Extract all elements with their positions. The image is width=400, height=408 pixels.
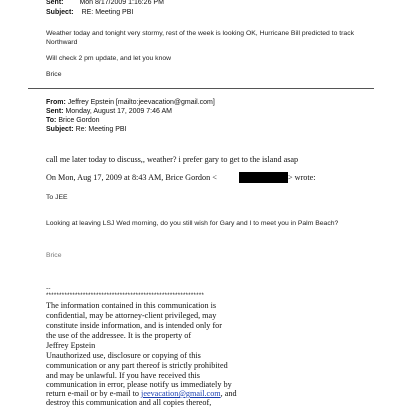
fwd-subject-label: Subject: bbox=[46, 126, 74, 133]
disclaimer-line-9: communication in error, please notify us immediately by bbox=[46, 380, 232, 389]
fwd-subject-row bbox=[46, 125, 127, 134]
disclaimer-line-11: destroy this communication and all copies thereof, bbox=[46, 398, 212, 407]
disclaimer-line-4: the use of the addressee. It is the property of bbox=[46, 331, 192, 340]
sent-label: Sent: bbox=[46, 0, 64, 6]
redaction-bar bbox=[239, 172, 288, 183]
fwd-sent-row bbox=[46, 107, 172, 116]
sent-value: Mon 8/17/2009 1:16:26 PM bbox=[79, 0, 164, 6]
email-link[interactable]: jeevacation@gmail.com bbox=[141, 389, 221, 398]
footer-dashes: -- bbox=[46, 285, 51, 292]
fwd-to-row bbox=[46, 116, 100, 125]
footer-stars: ************************************************************ bbox=[46, 293, 205, 299]
to-label: To: bbox=[46, 117, 57, 124]
top-subject-row bbox=[46, 8, 133, 17]
top-body-line3: Will check 2 pm update, and let you know bbox=[46, 55, 172, 62]
disclaimer-line-10-prefix: return e-mail or by e-mail to bbox=[46, 389, 142, 398]
top-body-line2: Northward bbox=[46, 39, 78, 46]
disclaimer-line-2: confidential, may be attorney-client privileged, may bbox=[46, 311, 217, 320]
disclaimer-line-8: and may be unlawful. If you have received this bbox=[46, 371, 200, 380]
disclaimer-line-3: constitute inside information, and is intended only for bbox=[46, 321, 222, 330]
quoted-signature: Brice bbox=[46, 252, 62, 259]
fwd-sent-label: Sent: bbox=[46, 108, 64, 115]
separator-rule bbox=[28, 88, 374, 89]
disclaimer-line-10-suffix: , and bbox=[220, 389, 237, 398]
fwd-from-row bbox=[46, 98, 215, 107]
top-body-line1: Weather today and tonight very stormy, rest of the week is looking OK, Hurricane Bill predicted to track bbox=[46, 30, 355, 37]
quoted-to: To JEE bbox=[46, 194, 68, 201]
fwd-sent-value: Monday, August 17, 2009 7:46 AM bbox=[65, 108, 172, 115]
quote-intro-prefix: On Mon, Aug 17, 2009 at 8:43 AM, Brice Gordon < bbox=[46, 173, 217, 182]
disclaimer-line-6: Unauthorized use, disclosure or copying of this bbox=[46, 351, 201, 360]
disclaimer-line-5: Jeffrey Epstein bbox=[46, 341, 96, 350]
subject-label: Subject: bbox=[46, 9, 74, 16]
from-value: Jeffrey Epstein [mailto:jeevacation@gmail.com] bbox=[67, 99, 215, 106]
disclaimer-line-7: communication or any part thereof is strictly prohibited bbox=[46, 361, 228, 370]
top-sent-row bbox=[46, 0, 164, 7]
disclaimer-line-1: The information contained in this communication is bbox=[46, 301, 217, 310]
subject-value: RE: Meeting PBI bbox=[81, 9, 134, 16]
fwd-subject-value: Re: Meeting PBI bbox=[75, 126, 127, 133]
to-value: Brice Gordon bbox=[58, 117, 100, 124]
quoted-body: Looking at leaving LSJ Wed morning, do you still wish for Gary and I to meet you in Palm Beach? bbox=[46, 220, 339, 227]
from-label: From: bbox=[46, 99, 66, 106]
reply-line: call me later today to discuss,, weather? i prefer gary to get to the island asap bbox=[46, 155, 299, 164]
top-signature: Brice bbox=[46, 71, 62, 78]
quote-intro-suffix: > wrote: bbox=[288, 173, 316, 182]
